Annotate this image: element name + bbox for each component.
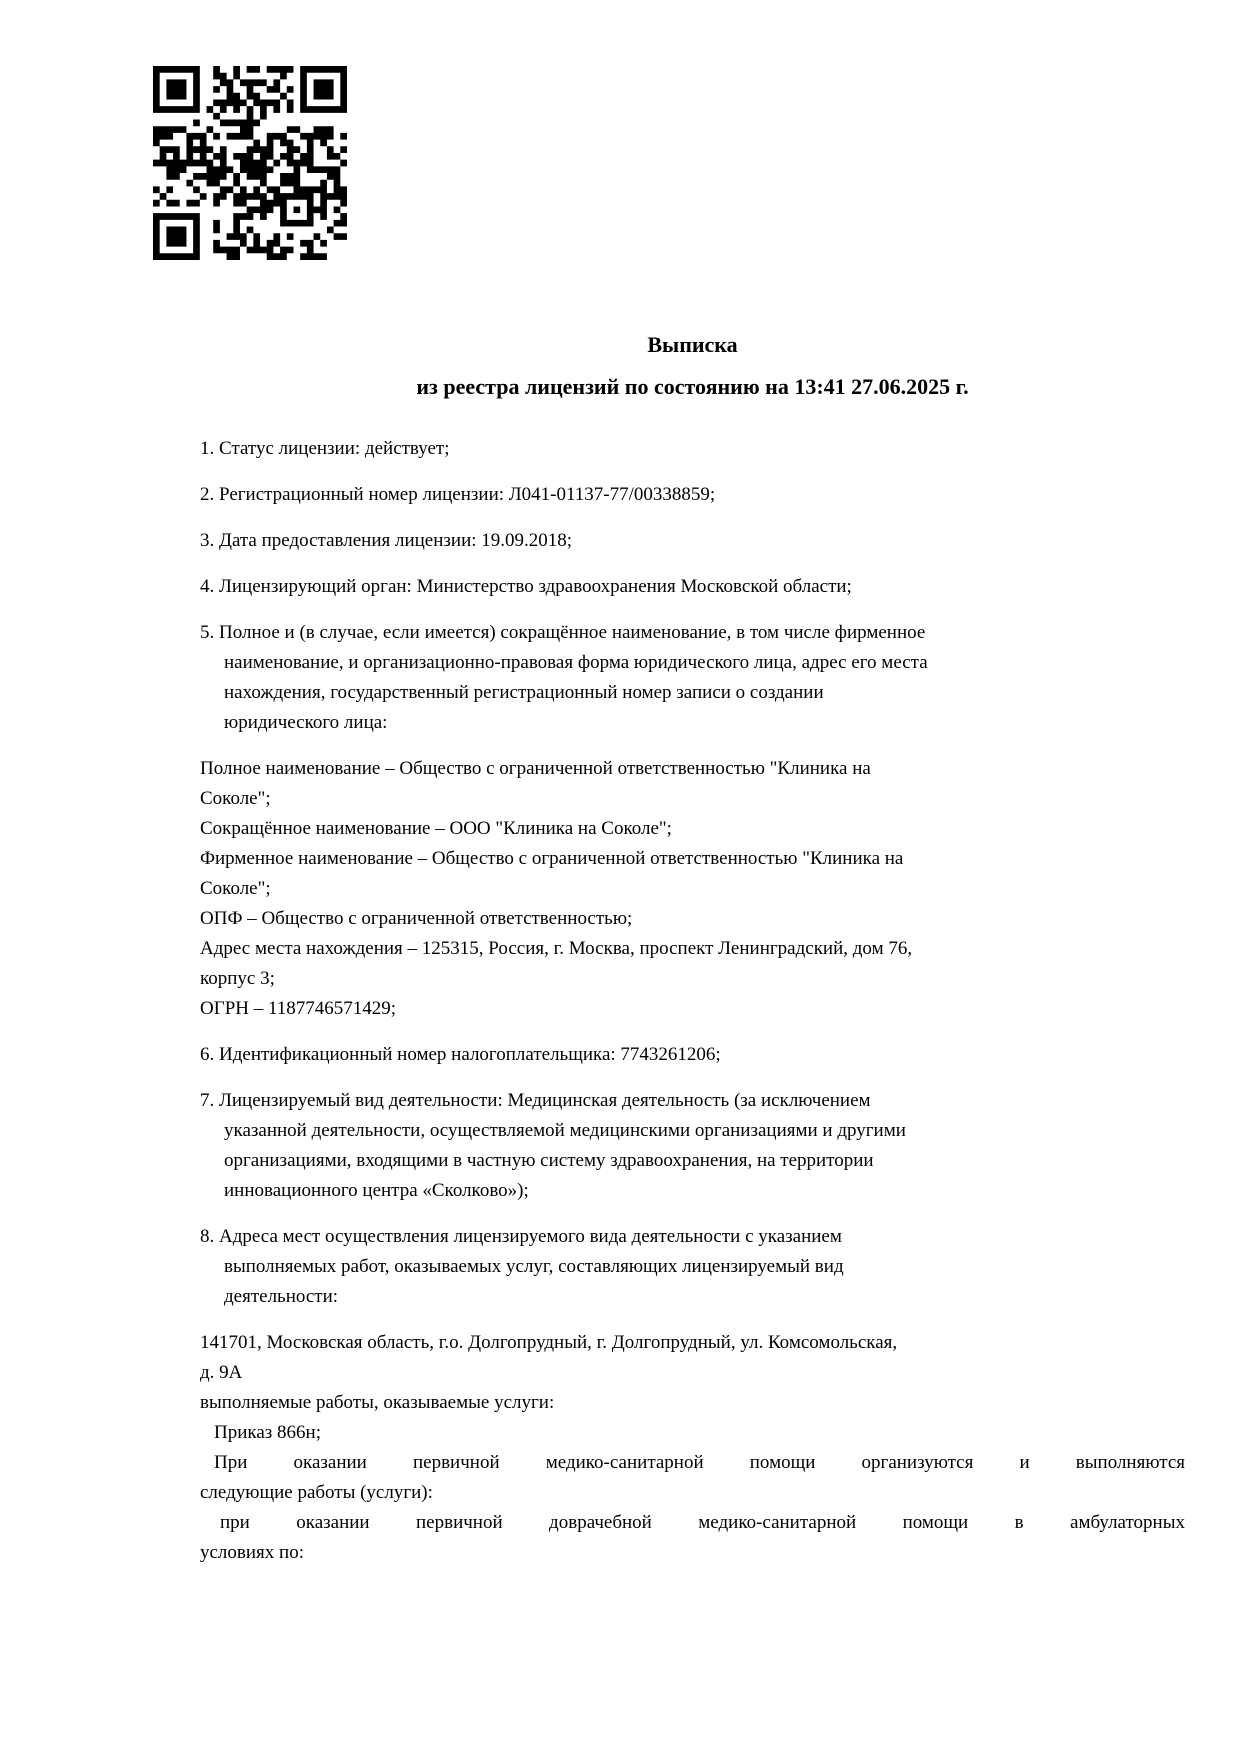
document-body [200, 434, 1185, 1568]
text-line: Сокращённое наименование – ООО "Клиника на Соколе"; [200, 818, 672, 839]
text-line: корпус 3; [200, 968, 275, 989]
text-line: Адрес места нахождения – 125315, Россия, г. Москва, проспект Ленинградский, дом 76, [200, 938, 913, 959]
text-line: организациями, входящими в частную систему здравоохранения, на территории [224, 1150, 874, 1171]
text-line: при оказании первичной доврачебной медико-санитарной помощи в амбулаторных [220, 1512, 1185, 1533]
text-line: 3. Дата предоставления лицензии: 19.09.2018; [200, 530, 573, 551]
address-and-works [200, 1328, 1185, 1568]
text-line: Фирменное наименование – Общество с ограниченной ответственностью "Клиника на [200, 848, 904, 869]
item-3-grant-date [200, 526, 1185, 556]
text-line: Соколе"; [200, 878, 271, 899]
item-6-taxpayer-number [200, 1040, 1185, 1070]
item-4-licensing-authority [200, 572, 1185, 602]
document-title: Выписка [647, 332, 738, 357]
text-line: следующие работы (услуги): [200, 1482, 433, 1503]
text-line: ОПФ – Общество с ограниченной ответственностью; [200, 908, 633, 929]
text-line: деятельности: [224, 1286, 339, 1307]
text-line: 2. Регистрационный номер лицензии: Л041-01137-77/00338859; [200, 484, 716, 505]
text-line: 1. Статус лицензии: действует; [200, 438, 450, 459]
text-line: 8. Адреса мест осуществления лицензируемого вида деятельности с указанием [200, 1226, 842, 1247]
text-line: 4. Лицензирующий орган: Министерство здравоохранения Московской области; [200, 576, 852, 597]
document-subtitle: из реестра лицензий по состоянию на 13:41 27.06.2025 г. [416, 374, 969, 399]
text-line: Приказ 866н; [214, 1422, 321, 1443]
qr-code [153, 66, 347, 260]
text-line: наименование, и организационно-правовая форма юридического лица, адрес его места [224, 652, 928, 673]
text-line: нахождения, государственный регистрационный номер записи о создании [224, 682, 824, 703]
text-line: указанной деятельности, осуществляемой медицинскими организациями и другими [224, 1120, 906, 1141]
text-line: выполняемые работы, оказываемые услуги: [200, 1392, 555, 1413]
text-line: 7. Лицензируемый вид деятельности: Медицинская деятельность (за исключением [200, 1090, 871, 1111]
item-7-licensed-activity [200, 1086, 1185, 1206]
text-line: условиях по: [200, 1542, 304, 1563]
item-2-registration-number [200, 480, 1185, 510]
text-line: Полное наименование – Общество с ограниченной ответственностью "Клиника на [200, 758, 871, 779]
document-content [200, 330, 1185, 1568]
text-line: инновационного центра «Сколково»); [224, 1180, 529, 1201]
text-line: д. 9А [200, 1362, 243, 1383]
text-line: При оказании первичной медико-санитарной помощи организуются и выполняются [214, 1452, 1185, 1473]
organization-details [200, 754, 1185, 1024]
item-1-license-status [200, 434, 1185, 464]
text-line: 6. Идентификационный номер налогоплательщика: 7743261206; [200, 1044, 721, 1065]
text-line: юридического лица: [224, 712, 388, 733]
text-line: выполняемых работ, оказываемых услуг, составляющих лицензируемый вид [224, 1256, 844, 1277]
item-8-activity-addresses-heading [200, 1222, 1185, 1312]
text-line: Соколе"; [200, 788, 271, 809]
text-line: ОГРН – 1187746571429; [200, 998, 397, 1019]
item-5-organization-name-heading [200, 618, 1185, 738]
text-line: 141701, Московская область, г.о. Долгопрудный, г. Долгопрудный, ул. Комсомольская, [200, 1332, 898, 1353]
text-line: 5. Полное и (в случае, если имеется) сокращённое наименование, в том числе фирменное [200, 622, 926, 643]
